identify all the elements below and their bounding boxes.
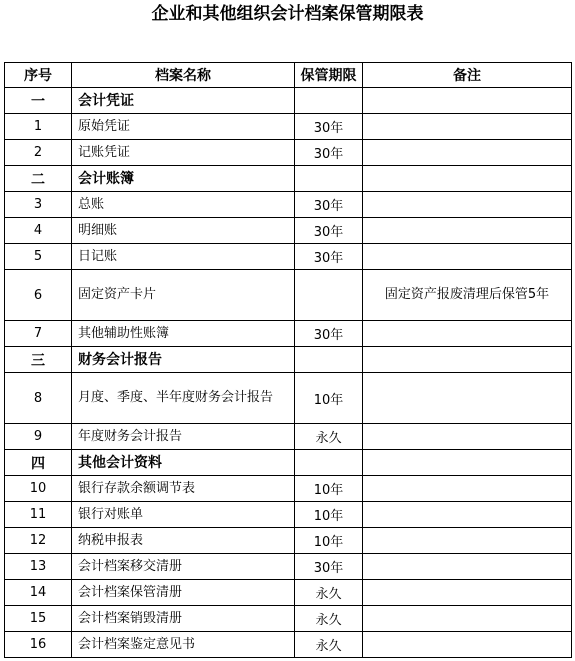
cell-retention-period: 永久	[295, 606, 363, 632]
cell-serial-number: 12	[5, 528, 72, 554]
table-row	[5, 244, 572, 270]
cell-serial-number: 5	[5, 244, 72, 270]
cell-retention-period	[295, 166, 363, 192]
cell-remarks	[363, 606, 572, 632]
cell-serial-number: 二	[5, 166, 72, 192]
table-row	[5, 218, 572, 244]
cell-remarks	[363, 450, 572, 476]
cell-serial-number: 1	[5, 114, 72, 140]
category-row	[5, 88, 572, 114]
table-body	[5, 88, 572, 658]
cell-serial-number: 9	[5, 424, 72, 450]
cell-retention-period	[295, 88, 363, 114]
cell-archive-name: 银行存款余额调节表	[72, 476, 295, 502]
cell-serial-number: 15	[5, 606, 72, 632]
cell-remarks	[363, 502, 572, 528]
cell-archive-name: 会计档案移交清册	[72, 554, 295, 580]
cell-remarks	[363, 88, 572, 114]
cell-archive-name: 日记账	[72, 244, 295, 270]
cell-remarks	[363, 192, 572, 218]
cell-remarks	[363, 424, 572, 450]
cell-retention-period: 30年	[295, 192, 363, 218]
table-row	[5, 502, 572, 528]
table-row	[5, 632, 572, 658]
table-row	[5, 373, 572, 424]
category-row	[5, 166, 572, 192]
cell-remarks	[363, 166, 572, 192]
cell-serial-number: 14	[5, 580, 72, 606]
cell-serial-number: 四	[5, 450, 72, 476]
cell-archive-name: 会计档案销毁清册	[72, 606, 295, 632]
table-row	[5, 554, 572, 580]
cell-serial-number: 一	[5, 88, 72, 114]
cell-remarks	[363, 580, 572, 606]
cell-archive-name: 固定资产卡片	[72, 270, 295, 321]
table-row	[5, 606, 572, 632]
cell-retention-period: 30年	[295, 554, 363, 580]
cell-retention-period: 30年	[295, 244, 363, 270]
cell-retention-period	[295, 270, 363, 321]
table-row	[5, 270, 572, 321]
cell-serial-number: 2	[5, 140, 72, 166]
cell-remarks	[363, 140, 572, 166]
cell-archive-name: 年度财务会计报告	[72, 424, 295, 450]
cell-archive-name: 纳税申报表	[72, 528, 295, 554]
cell-archive-name: 其他会计资料	[72, 450, 295, 476]
cell-retention-period: 永久	[295, 580, 363, 606]
table-row	[5, 424, 572, 450]
cell-serial-number: 6	[5, 270, 72, 321]
cell-serial-number: 8	[5, 373, 72, 424]
cell-retention-period	[295, 347, 363, 373]
cell-serial-number: 三	[5, 347, 72, 373]
cell-retention-period	[295, 450, 363, 476]
table-row	[5, 528, 572, 554]
cell-retention-period: 30年	[295, 140, 363, 166]
cell-remarks	[363, 347, 572, 373]
cell-archive-name: 其他辅助性账簿	[72, 321, 295, 347]
cell-serial-number: 13	[5, 554, 72, 580]
cell-remarks	[363, 632, 572, 658]
cell-retention-period: 10年	[295, 502, 363, 528]
table-row	[5, 580, 572, 606]
cell-archive-name: 银行对账单	[72, 502, 295, 528]
header-serial-number: 序号	[5, 63, 72, 88]
table-row	[5, 192, 572, 218]
category-row	[5, 347, 572, 373]
cell-archive-name: 会计凭证	[72, 88, 295, 114]
cell-archive-name: 财务会计报告	[72, 347, 295, 373]
cell-retention-period: 永久	[295, 632, 363, 658]
cell-remarks	[363, 554, 572, 580]
cell-archive-name: 记账凭证	[72, 140, 295, 166]
cell-archive-name: 月度、季度、半年度财务会计报告	[72, 373, 295, 424]
table-row	[5, 114, 572, 140]
cell-remarks: 固定资产报废清理后保管5年	[363, 270, 572, 321]
document-title: 企业和其他组织会计档案保管期限表	[151, 4, 424, 24]
cell-archive-name: 会计档案保管清册	[72, 580, 295, 606]
header-retention-period: 保管期限	[295, 63, 363, 88]
cell-retention-period: 10年	[295, 476, 363, 502]
cell-retention-period: 30年	[295, 218, 363, 244]
cell-serial-number: 3	[5, 192, 72, 218]
cell-retention-period: 10年	[295, 373, 363, 424]
cell-retention-period: 永久	[295, 424, 363, 450]
cell-archive-name: 明细账	[72, 218, 295, 244]
cell-serial-number: 4	[5, 218, 72, 244]
cell-remarks	[363, 321, 572, 347]
cell-archive-name: 总账	[72, 192, 295, 218]
cell-retention-period: 10年	[295, 528, 363, 554]
cell-serial-number: 11	[5, 502, 72, 528]
cell-remarks	[363, 244, 572, 270]
cell-retention-period: 30年	[295, 114, 363, 140]
cell-remarks	[363, 114, 572, 140]
retention-table	[4, 62, 572, 658]
cell-remarks	[363, 528, 572, 554]
header-archive-name: 档案名称	[72, 63, 295, 88]
cell-retention-period: 30年	[295, 321, 363, 347]
cell-archive-name: 会计档案鉴定意见书	[72, 632, 295, 658]
table-row	[5, 476, 572, 502]
category-row	[5, 450, 572, 476]
cell-serial-number: 7	[5, 321, 72, 347]
cell-remarks	[363, 373, 572, 424]
cell-archive-name: 会计账簿	[72, 166, 295, 192]
table-row	[5, 140, 572, 166]
cell-remarks	[363, 218, 572, 244]
table-header-row	[5, 63, 572, 88]
header-remarks: 备注	[363, 63, 572, 88]
cell-remarks	[363, 476, 572, 502]
cell-archive-name: 原始凭证	[72, 114, 295, 140]
cell-serial-number: 10	[5, 476, 72, 502]
cell-serial-number: 16	[5, 632, 72, 658]
table-row	[5, 321, 572, 347]
